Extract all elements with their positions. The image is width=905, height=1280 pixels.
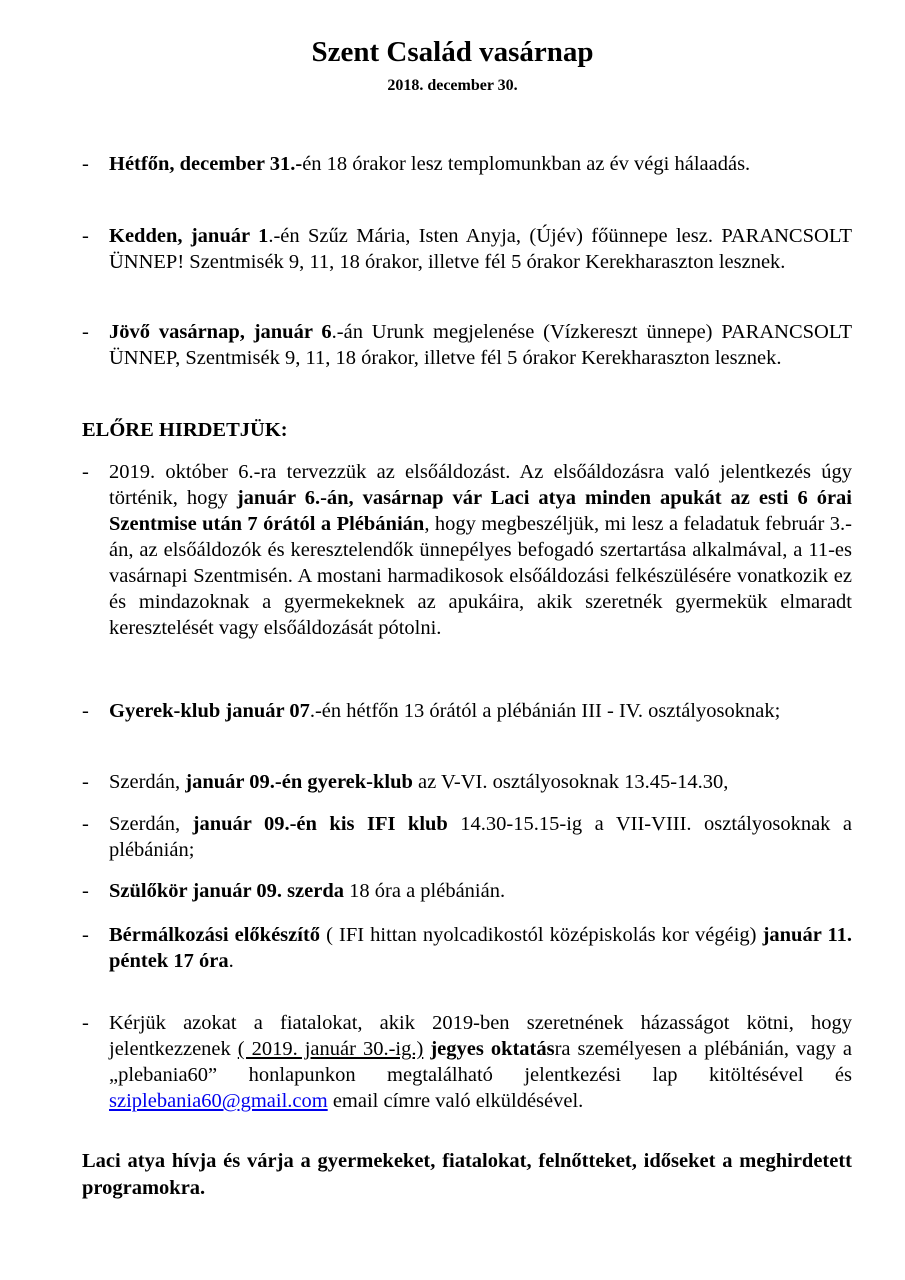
- bullet-dash: -: [82, 1012, 89, 1034]
- announcement-item: - Kérjük azokat a fiatalokat, akik 2019-ben szeretnének házasságot kötni, hogy jelentkezzenek ( 2019. január 30.-ig.) jegyes oktatásra személyesen a plébánián, vagy a „plebania60” honlapunkon megtalálható jelentkezési lap kitöltésével és sziplebania60@gmail.com email címre való elküldésével.: [82, 1012, 852, 1112]
- closing-statement: Laci atya hívja és várja a gyermekeket, fiatalokat, felnőtteket, időseket a meghirdetett programokra.: [82, 1150, 852, 1199]
- bullet-dash: -: [82, 321, 89, 343]
- page-title: Szent Család vasárnap: [311, 36, 594, 68]
- announcement-item: - Bérmálkozási előkészítő ( IFI hittan nyolcadikostól középiskolás kor végéig) január 11. péntek 17 óra.: [82, 924, 852, 972]
- bullet-dash: -: [82, 461, 89, 483]
- bullet-dash: -: [82, 700, 89, 722]
- announcement-item: - Kedden, január 1.-én Szűz Mária, Isten Anyja, (Újév) főünnepe lesz. PARANCSOLT ÜNNEP! Szentmisék 9, 11, 18 órakor, illetve fél 5 órakor Kerekharaszton lesznek.: [82, 225, 852, 273]
- announcement-item: - Szerdán, január 09.-én kis IFI klub 14.30-15.15-ig a VII-VIII. osztályosoknak a plébánián;: [82, 813, 852, 861]
- bullet-dash: -: [82, 225, 89, 247]
- email-link[interactable]: sziplebania60@gmail.com: [109, 1090, 328, 1112]
- announcement-item: - Hétfőn, december 31.-én 18 órakor lesz templomunkban az év végi hálaadás.: [82, 153, 751, 175]
- bullet-dash: -: [82, 153, 89, 175]
- section-heading: ELŐRE HIRDETJÜK:: [82, 419, 288, 441]
- announcement-item: - Szerdán, január 09.-én gyerek-klub az V-VI. osztályosoknak 13.45-14.30,: [82, 771, 729, 793]
- announcement-item: - 2019. október 6.-ra tervezzük az elsőáldozást. Az elsőáldozásra való jelentkezés úgy történik, hogy január 6.-án, vasárnap vár Laci atya minden apukát az esti 6 órai Szentmise után 7 órától a Plébánián, hogy megbeszéljük, mi lesz a feladatuk február 3.-án, az elsőáldozók és keresztelendők ünnepélyes befogadó szertartása alkalmával, a 11-es vasárnapi Szentmisén. A mostani harmadikosok elsőáldozási felkészülésére vonatkozik ez és mindazoknak a gyermekeknek az apukáira, akik szeretnék gyermekük elmaradt keresztelését vagy elsőáldozását pótolni.: [82, 461, 852, 639]
- bullet-dash: -: [82, 771, 89, 793]
- announcement-item: - Szülőkör január 09. szerda 18 óra a plébánián.: [82, 880, 506, 902]
- page-date: 2018. december 30.: [387, 77, 518, 94]
- bullet-dash: -: [82, 880, 89, 902]
- announcement-item: - Gyerek-klub január 07.-én hétfőn 13 órától a plébánián III - IV. osztályosoknak;: [82, 700, 781, 722]
- announcement-item: - Jövő vasárnap, január 6.-án Urunk megjelenése (Vízkereszt ünnepe) PARANCSOLT ÜNNEP, Szentmisék 9, 11, 18 órakor, illetve fél 5 órakor Kerekharaszton lesznek.: [82, 321, 852, 369]
- bullet-dash: -: [82, 813, 89, 835]
- bullet-dash: -: [82, 924, 89, 946]
